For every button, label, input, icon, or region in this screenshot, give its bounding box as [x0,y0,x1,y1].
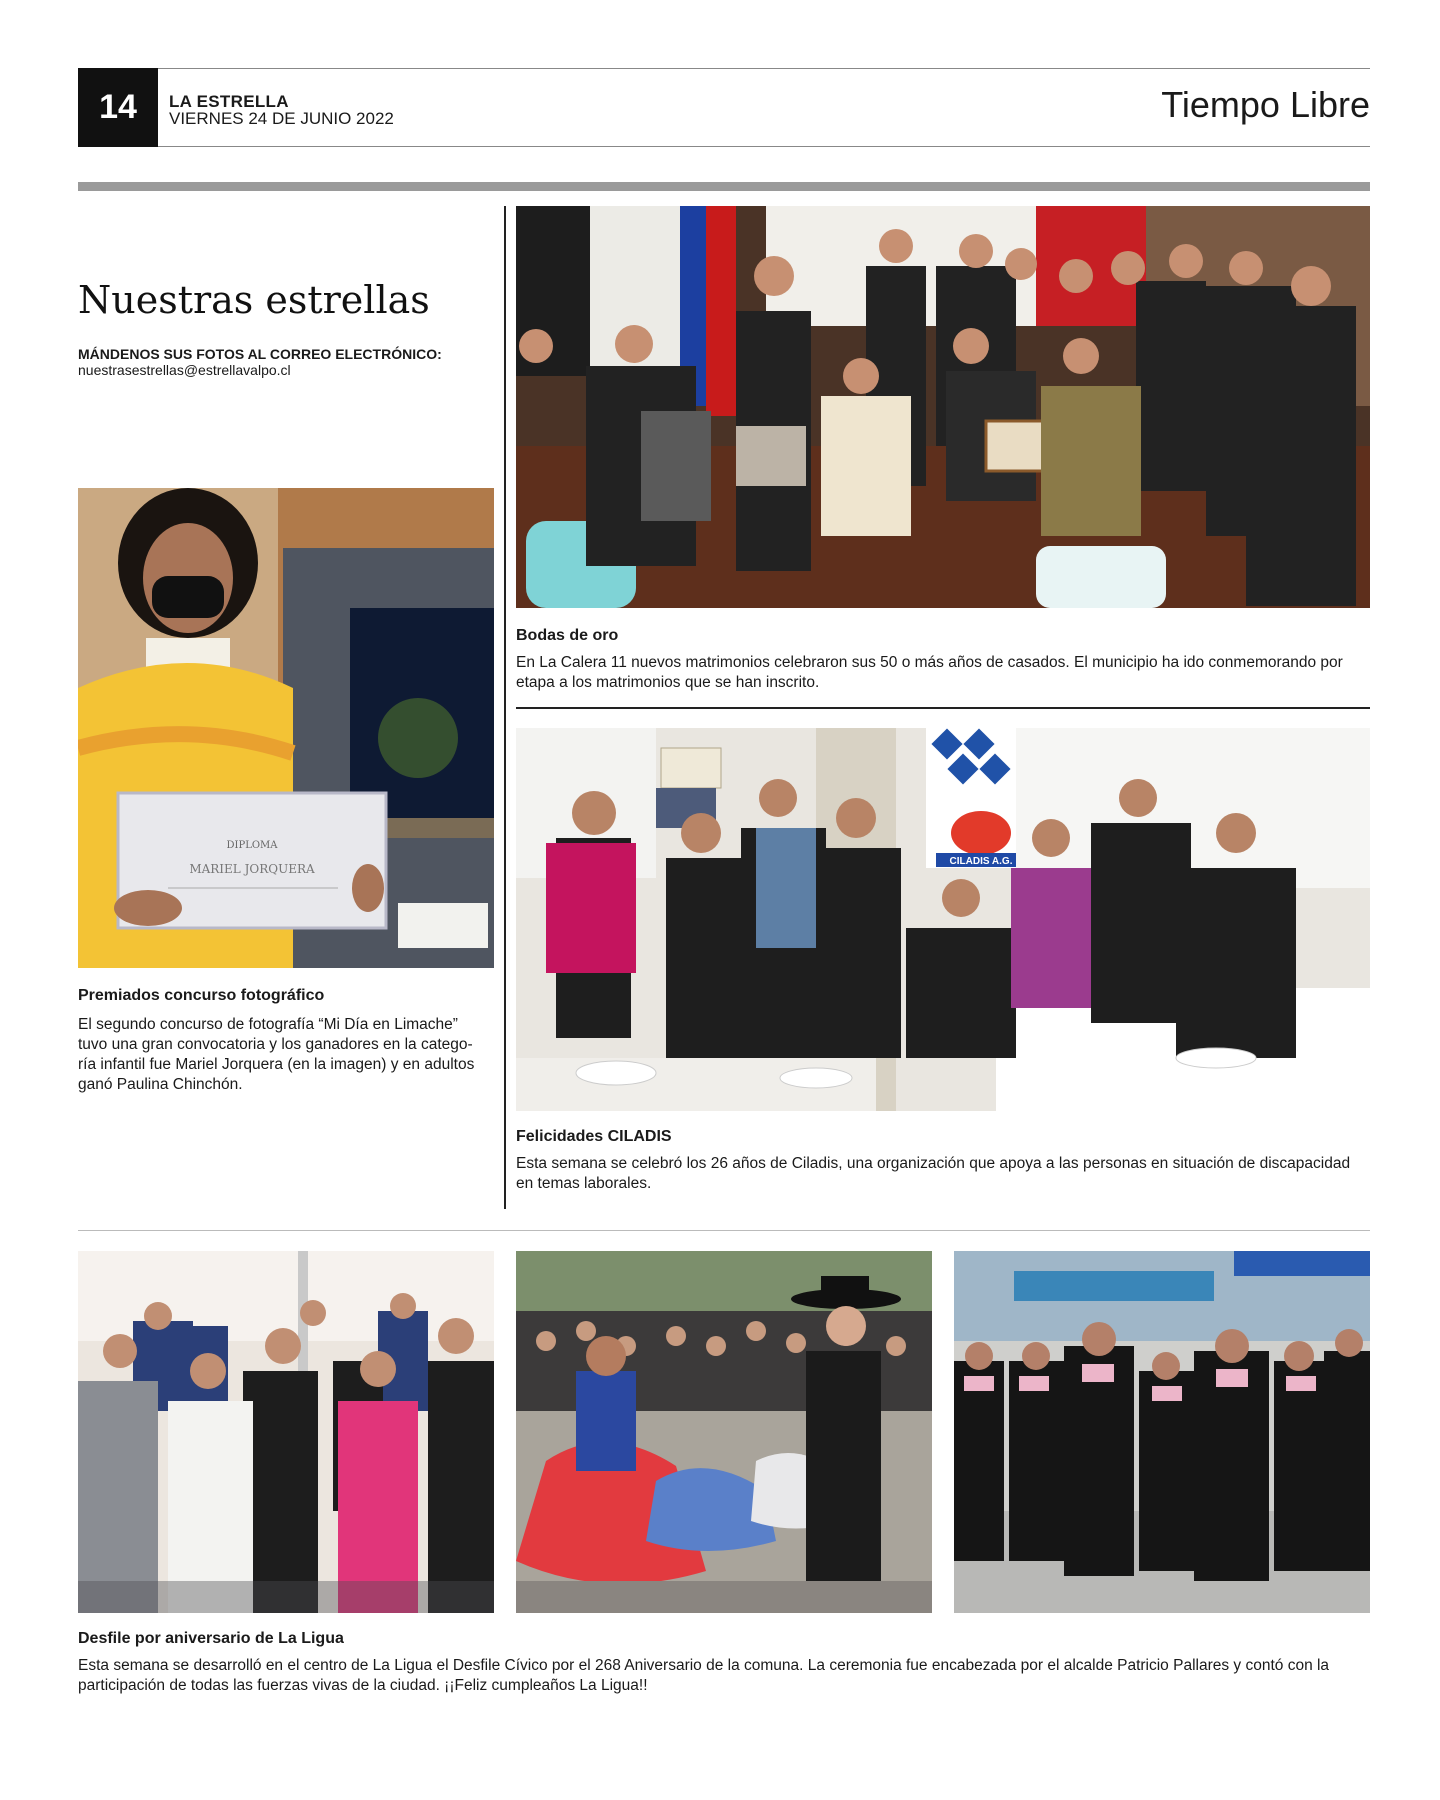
ciladis-logo-text: CILADIS A.G. [949,856,1013,867]
caption-text-desfile [78,1656,1378,1696]
caption-line: etapa a los matrimonios que se han inscrito. [516,674,820,691]
submission-email: nuestrasestrellas@estrellavalpo.cl [78,362,291,378]
photo-desfile-marcha [954,1251,1370,1613]
photo-desfile-cueca [516,1251,932,1613]
caption-heading-bodas: Bodas de oro [516,627,619,644]
submission-label: MÁNDENOS SUS FOTOS AL CORREO ELECTRÓNICO: [78,346,442,362]
caption-text-premiados [78,1015,498,1095]
section-divider-bar [78,182,1370,191]
caption-line: tuvo una gran convocatoria y los ganadores en la catego- [78,1036,473,1053]
diploma-heading: DIPLOMA [226,840,278,851]
caption-line: participación de todas las fuerzas vivas de la ciudad. ¡¡Feliz cumpleaños La Ligua!! [78,1677,648,1694]
page-number: 14 [78,68,158,147]
header-bottom-rule [78,146,1370,147]
photo-ciladis [516,728,1370,1111]
newspaper-name: LA ESTRELLA [169,92,289,111]
photo-premiados-concurso [78,488,494,968]
header-top-rule [78,68,1370,69]
caption-text-bodas [516,653,1376,693]
page-title: Nuestras estrellas [78,278,430,322]
diploma-name: MARIEL JORQUERA [189,862,315,876]
caption-line: En La Calera 11 nuevos matrimonios celebraron sus 50 o más años de casados. El municipio ha ido conmemorando por [516,654,1343,671]
story-divider [516,707,1370,709]
section-title: Tiempo Libre [1161,84,1370,125]
caption-line: El segundo concurso de fotografía “Mi Día en Limache” [78,1016,458,1033]
caption-line: ría infantil fue Mariel Jorquera (en la imagen) y en adultos [78,1056,475,1073]
caption-heading-ciladis: Felicidades CILADIS [516,1128,672,1145]
caption-line: Esta semana se celebró los 26 años de Ciladis, una organización que apoya a las personas en situación de discapacidad [516,1155,1351,1172]
section-rule [78,1230,1370,1231]
photo-desfile-autoridades [78,1251,494,1613]
issue-date: VIERNES 24 DE JUNIO 2022 [169,109,394,128]
caption-heading-premiados: Premiados concurso fotográfico [78,987,325,1004]
caption-line: en temas laborales. [516,1175,652,1192]
caption-heading-desfile: Desfile por aniversario de La Ligua [78,1630,344,1647]
caption-line: Esta semana se desarrolló en el centro de La Ligua el Desfile Cívico por el 268 Aniversario de la comuna. La ceremonia fue encabezada por el alcalde Patricio Pallares y contó con la [78,1657,1330,1674]
column-divider [504,206,506,1209]
photo-bodas-de-oro [516,206,1370,608]
caption-line: ganó Paulina Chinchón. [78,1076,243,1093]
caption-text-ciladis [516,1154,1376,1194]
